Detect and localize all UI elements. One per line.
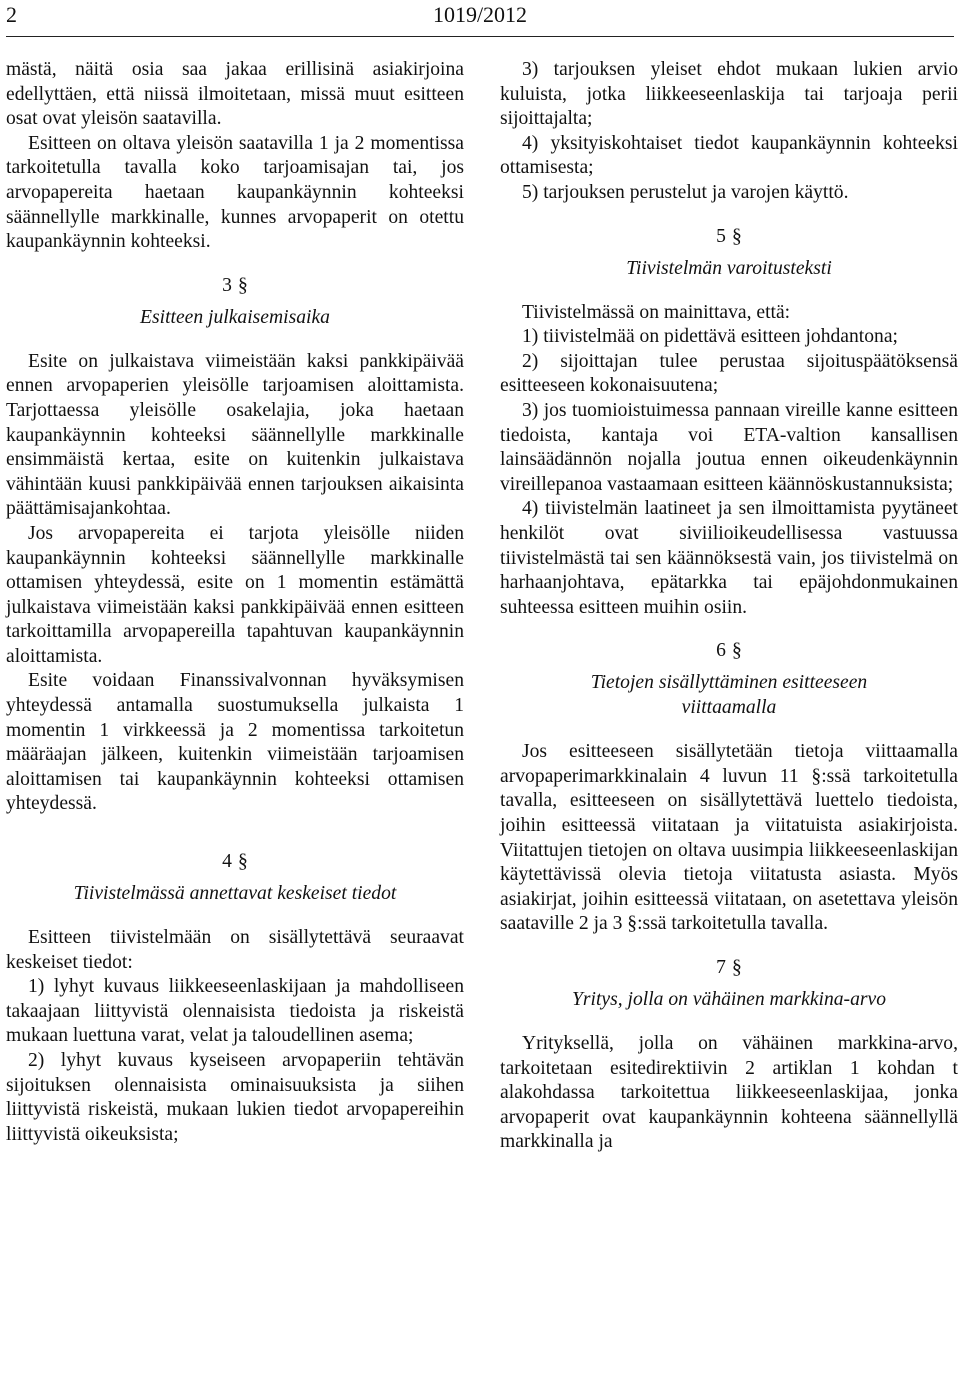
page-number: 2	[6, 2, 17, 27]
section-heading-6	[500, 620, 958, 670]
section-title: Esitteen julkaisemisaika	[140, 306, 330, 328]
section-number: 3	[222, 274, 232, 296]
header-rule	[6, 36, 954, 37]
section-number: 7	[716, 957, 726, 979]
paragraph: Tiivistelmässä on mainittava, että:	[522, 301, 791, 323]
paragraph: Yrityksellä, jolla on vähäinen markkina-arvo, tarkoitetaan esitedirektiivin 2 artiklan 1 kohdan t alakohdassa tarkoitettua liikkeeseenlaskijaa, jonka arvopaperit ovat kaupankäynnin kohteena säännellyllä markkinalla ja	[500, 1033, 958, 1153]
list-item: 5) tarjouksen perustelut ja varojen käyttö.	[522, 181, 849, 203]
section-heading-7	[500, 937, 958, 987]
section-sign: §	[731, 224, 742, 247]
section-number: 6	[716, 640, 726, 662]
paragraph: Jos arvopapereita ei tarjota yleisölle niiden kaupankäynnin kohteeksi säännellylle markkinalle ottamisen yhteydessä, esite on 1 momentin estämättä julkaistava viimeistään kaksi pankkipäivää ennen esitteen tarkoittamilla arvopapereilla tapahtuvan kaupankäynnin aloittamista.	[6, 522, 464, 667]
right-column	[500, 58, 958, 1155]
list-item: 3) jos tuomioistuimessa pannaan vireille kanne esitteen tiedoista, kantaja voi ETA-valtion kansallisen lainsäädännön nojalla joutua ennen oikeudenkäynnin vireillepanoa vastaamaan esitteen käännöskustannuksista;	[500, 399, 958, 495]
paragraph: Esite on julkaistava viimeistään kaksi pankkipäivää ennen arvopaperien yleisölle tarjoamisen aloittamista. Tarjottaessa yleisölle osakelajia, joka haetaan kaupankäynnin kohteeksi säännellylle markkinalle ensimmäistä kertaa, esite on kuitenkin julkaistava vähintään kuusi pankkipäivää ennen tarjouksen aikaisinta päättämisajankohtaa.	[6, 350, 464, 520]
section-heading-5	[500, 206, 958, 256]
section-title	[500, 670, 958, 720]
section-sign: §	[237, 273, 248, 296]
list-item: 3) tarjouksen yleiset ehdot mukaan lukien arvio kuluista, jotka liikkeeseenlaskija tai tarjoaja perii sijoittajalta;	[500, 59, 958, 130]
paragraph: Esite voidaan Finanssivalvonnan hyväksymisen yhteydessä antamalla suostumuksella julkaista 1 momentin 1 virkkeessä ja 2 momentissa tarkoitetun määräajan jälkeen, kuitenkin viimeistään tarjoamisen aloittamisen tai kaupankäynnin kohteeksi ottamisen yhteydessä.	[6, 670, 464, 815]
section-number: 5	[716, 225, 726, 247]
section-title: Yritys, jolla on vähäinen markkina-arvo	[571, 989, 886, 1011]
paragraph: mästä, näitä osia saa jakaa erillisinä asiakirjoina edellyttäen, että niissä ilmoitetaan, missä muut esitteen osat ovat yleisön saatavilla.	[6, 59, 464, 130]
section-heading-3	[6, 255, 464, 305]
section-sign: §	[237, 850, 248, 873]
statute-reference: 1019/2012	[432, 2, 528, 27]
section-sign: §	[731, 956, 742, 979]
list-item: 1) tiivistelmää on pidettävä esitteen johdantona;	[522, 326, 898, 348]
paragraph: Esitteen tiivistelmään on sisällytettävä seuraavat keskeiset tiedot:	[6, 927, 464, 973]
section-number: 4	[222, 851, 232, 873]
list-item: 4) yksityiskohtaiset tiedot kaupankäynnin kohteeksi ottamisesta;	[500, 132, 958, 179]
list-item: 2) sijoittajan tulee perustaa sijoituspäätöksensä esitteeseen kokonaisuutena;	[500, 350, 958, 397]
list-item: 2) lyhyt kuvaus kyseiseen arvopaperiin tehtävän sijoituksen olennaisista ominaisuuksista ja siihen liittyvistä riskeistä, mukaan lukien tiedot arvopapereihin liittyvistä oikeuksista;	[6, 1050, 464, 1145]
section-title-line: viittaamalla	[681, 697, 777, 719]
list-item: 4) tiivistelmän laatineet ja sen ilmoittamista pyytäneet henkilöt ovat siviilioikeudellisessa vastuussa tiivistelmästä tai sen käännöksestä vain, jos tiivistelmä on harhaanjohtava, epätarkka tai epäjohdonmukainen suhteessa esitteen muihin osiin.	[500, 498, 958, 618]
section-heading-4	[6, 817, 464, 881]
list-item: 1) lyhyt kuvaus liikkeeseenlaskijaan ja mahdolliseen takaajaan liittyvistä olennaisista tiedoista ja riskeistä mukaan luettuna varat, velat ja taloudellinen asema;	[6, 976, 464, 1047]
section-title: Tiivistelmässä annettavat keskeiset tiedot	[73, 883, 397, 905]
section-title: Tiivistelmän varoitusteksti	[626, 257, 832, 279]
paragraph: Esitteen on oltava yleisön saatavilla 1 ja 2 momentissa tarkoitetulla tavalla koko tarjoamisajan tai, jos arvopapereita haetaan kaupankäynnin kohteeksi säännellylle markkinalle, kunnes arvopaperit on otettu kaupankäynnin kohteeksi.	[6, 132, 464, 253]
paragraph: Jos esitteeseen sisällytetään tietoja viittaamalla arvopaperimarkkinalain 4 luvun 11 §:ssä tarkoitetulla tavalla, esitteeseen on sisällytettävä luettelo tiedoista, joihin esitteessä viitataan ja viitatuista asiakirjoista. Viitattujen tietojen on oltava uusimpia liikkeeseenlaskijan käytettävissä olevia tietoja viitatusta asiasta. Myös asiakirjat, joihin esitteessä viitataan, on asetettava yleisön saataville 2 ja 3 §:ssä tarkoitetulla tavalla.	[500, 741, 958, 935]
section-sign: §	[731, 639, 742, 662]
section-title-line: Tietojen sisällyttäminen esitteeseen	[590, 672, 868, 694]
left-column	[6, 58, 464, 1147]
